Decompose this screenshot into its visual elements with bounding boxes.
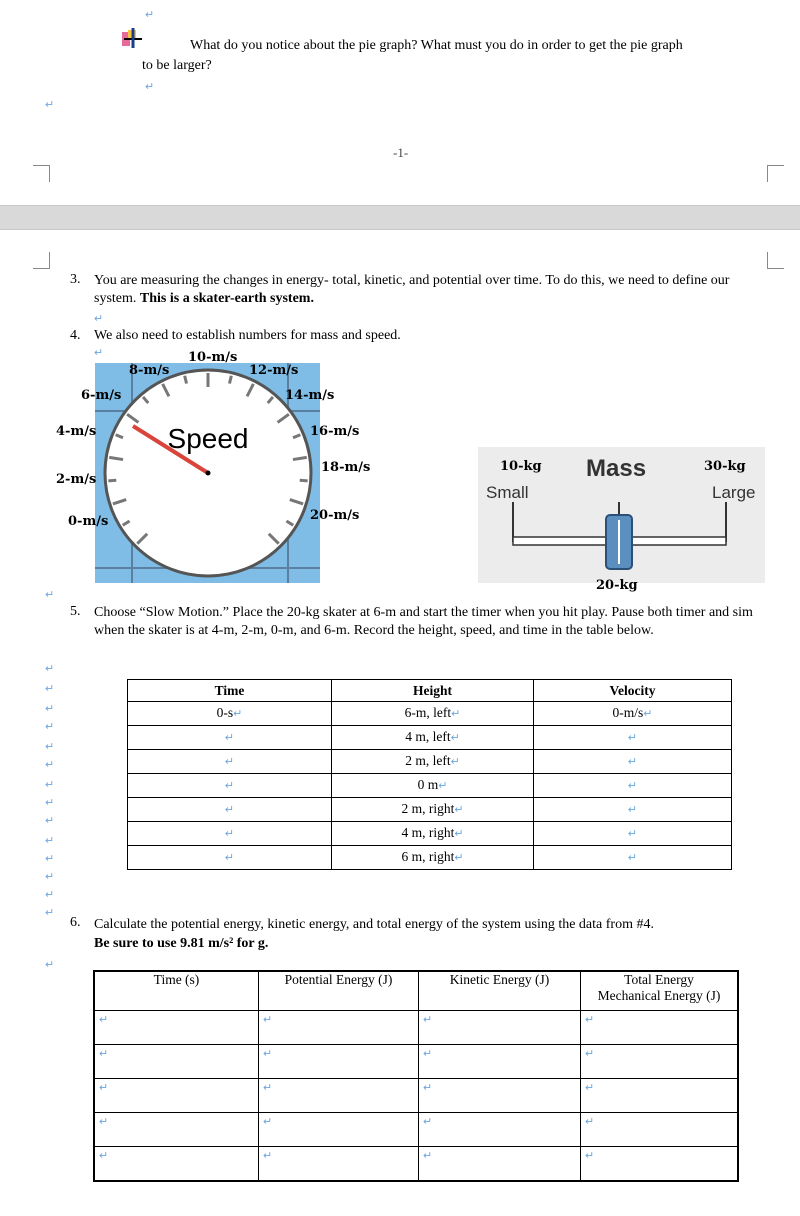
q3-bold: This is a skater-earth system. <box>139 291 314 306</box>
margin-corner <box>767 252 784 269</box>
table-cell[interactable]: ↵ <box>581 1113 739 1147</box>
mass-max-sub: Large <box>712 483 756 502</box>
table-row <box>94 1147 738 1182</box>
paragraph-mark: ↵ <box>45 815 55 827</box>
mass-max-label: 30-kg <box>704 459 746 474</box>
gauge-tick <box>300 480 308 481</box>
q3-body: You are measuring the changes in energy- total, kinetic, and potential over time. To do this, we need to define our system. <box>94 273 730 306</box>
header-height: Height <box>413 683 452 698</box>
table-row <box>128 798 732 822</box>
table-cell[interactable]: ↵ <box>94 1011 259 1045</box>
table-cell[interactable]: ↵ <box>259 1113 419 1147</box>
mass-min-sub: Small <box>486 483 529 502</box>
table-cell[interactable]: ↵ <box>259 1045 419 1079</box>
cell-text: 2 m, right <box>401 801 455 816</box>
table-header-row <box>94 971 738 1011</box>
data-table <box>127 679 732 870</box>
paragraph-mark: ↵ <box>45 797 55 809</box>
table-row <box>94 1113 738 1147</box>
paragraph-mark: ↵ <box>45 907 55 919</box>
cell-text: 0-m/s <box>612 705 644 720</box>
table-cell[interactable]: ↵ <box>534 750 732 774</box>
speed-label: 8-m/s <box>129 363 170 378</box>
paragraph-mark: ↵ <box>45 853 55 865</box>
mass-value-label: 20-kg <box>596 578 638 593</box>
margin-corner <box>33 165 50 182</box>
paragraph-mark: ↵ <box>45 835 55 847</box>
table-cell[interactable]: ↵ <box>94 1045 259 1079</box>
table-cell[interactable]: ↵ <box>419 1147 581 1182</box>
table-row <box>94 1045 738 1079</box>
paragraph-mark: ↵ <box>45 663 55 675</box>
table-cell[interactable]: ↵ <box>259 1011 419 1045</box>
paragraph-mark: ↵ <box>45 889 55 901</box>
paragraph-mark: ↵ <box>45 683 55 695</box>
table-cell[interactable]: ↵ <box>128 822 332 846</box>
header-total: Total Energy <box>624 972 694 987</box>
paragraph-mark: ↵ <box>45 779 55 791</box>
paragraph-mark: ↵ <box>45 703 55 715</box>
page-break <box>0 205 800 230</box>
table-row <box>128 846 732 870</box>
table-cell[interactable]: 2 m, right↵ <box>332 798 534 822</box>
paragraph-mark: ↵ <box>45 99 55 111</box>
gauge-tick <box>185 376 187 384</box>
paragraph-mark: ↵ <box>45 759 55 771</box>
header-time: Time <box>214 683 245 698</box>
q3-text <box>94 272 764 308</box>
cell-text: 0-s <box>216 705 234 720</box>
paragraph-mark: ↵ <box>45 959 55 971</box>
table-cell[interactable]: 4 m, left↵ <box>332 726 534 750</box>
paragraph-mark: ↵ <box>94 347 104 359</box>
header-ke: Kinetic Energy (J) <box>449 972 550 987</box>
mass-slider-image <box>478 447 765 583</box>
table-cell[interactable]: ↵ <box>581 1079 739 1113</box>
table-cell[interactable]: ↵ <box>94 1147 259 1182</box>
gauge-tick <box>108 480 116 481</box>
header-velocity: Velocity <box>609 683 656 698</box>
table-cell[interactable]: ↵ <box>534 774 732 798</box>
speed-label: 0-m/s <box>68 514 109 529</box>
table-cell[interactable]: 0 m↵ <box>332 774 534 798</box>
speed-label: 12-m/s <box>249 363 299 378</box>
cell-text: 6 m, right <box>401 849 455 864</box>
q5-number: 5. <box>70 604 81 619</box>
table-cell[interactable]: 6 m, right↵ <box>332 846 534 870</box>
speed-label: 14-m/s <box>285 388 335 403</box>
mass-title: Mass <box>586 455 647 482</box>
paragraph-mark: ↵ <box>45 871 55 883</box>
margin-corner <box>767 165 784 182</box>
table-row <box>128 702 732 726</box>
page-number: -1- <box>393 145 409 160</box>
speed-label: 16-m/s <box>310 424 360 439</box>
table-cell[interactable]: 4 m, right↵ <box>332 822 534 846</box>
speed-label: 4-m/s <box>56 424 97 439</box>
q6-text <box>94 915 764 953</box>
speed-label: 6-m/s <box>81 388 122 403</box>
table-cell[interactable]: ↵ <box>534 726 732 750</box>
cell-text: 2 m, left <box>405 753 451 768</box>
table-cell[interactable]: ↵ <box>94 1079 259 1113</box>
table-row <box>94 1011 738 1045</box>
table-row <box>128 750 732 774</box>
cell-text: 0 m <box>417 777 439 792</box>
paragraph-mark: ↵ <box>45 741 55 753</box>
paragraph-mark: ↵ <box>45 589 55 601</box>
q3-number: 3. <box>70 272 81 287</box>
speed-label: 20-m/s <box>310 508 360 523</box>
table-row <box>94 1079 738 1113</box>
speed-label: 10-m/s <box>188 350 238 365</box>
table-row <box>128 822 732 846</box>
paragraph-mark: ↵ <box>94 313 104 325</box>
table-cell[interactable]: 0-s↵ <box>128 702 332 726</box>
table-cell[interactable]: ↵ <box>581 1045 739 1079</box>
paragraph-mark: ↵ <box>145 9 155 21</box>
table-cell[interactable]: ↵ <box>128 726 332 750</box>
table-cell[interactable]: ↵ <box>534 822 732 846</box>
q4-text: We also need to establish numbers for mass and speed. <box>94 328 401 343</box>
energy-table <box>93 970 739 1182</box>
table-cell[interactable]: ↵ <box>259 1147 419 1182</box>
table-cell[interactable]: ↵ <box>94 1113 259 1147</box>
bullet-icon <box>120 26 144 50</box>
table-cell[interactable]: ↵ <box>419 1011 581 1045</box>
margin-corner <box>33 252 50 269</box>
table-cell[interactable]: ↵ <box>419 1113 581 1147</box>
table-cell[interactable]: 6-m, left↵ <box>332 702 534 726</box>
paragraph-mark: ↵ <box>145 81 155 93</box>
table-cell[interactable]: ↵ <box>534 798 732 822</box>
cell-text: 4 m, right <box>401 825 455 840</box>
cell-text: 4 m, left <box>405 729 451 744</box>
q6-bold: Be sure to use 9.81 m/s² for g. <box>94 936 269 951</box>
speed-label: 18-m/s <box>321 460 371 475</box>
table-cell[interactable]: ↵ <box>128 774 332 798</box>
gauge-tick <box>229 376 231 384</box>
table-cell[interactable]: ↵ <box>259 1079 419 1113</box>
speed-title: Speed <box>167 423 249 454</box>
cell-text: 6-m, left <box>404 705 452 720</box>
table-cell[interactable]: 2 m, left↵ <box>332 750 534 774</box>
table-row <box>128 726 732 750</box>
speed-label: 2-m/s <box>56 472 97 487</box>
table-cell[interactable]: ↵ <box>581 1011 739 1045</box>
q5-text: Choose “Slow Motion.” Place the 20-kg skater at 6-m and start the timer when you hit play. Pause both timer and sim when the skater is at 4-m, 2-m, 0-m, and 6-m. Record the height, speed, and time in the table below. <box>94 605 753 638</box>
table-cell[interactable]: 0-m/s↵ <box>534 702 732 726</box>
table-cell[interactable]: ↵ <box>581 1147 739 1182</box>
question-text-cont: to be larger? <box>142 58 212 73</box>
table-cell[interactable]: ↵ <box>419 1079 581 1113</box>
mass-min-label: 10-kg <box>500 459 542 474</box>
paragraph-mark: ↵ <box>45 721 55 733</box>
question-text: What do you notice about the pie graph? What must you do in order to get the pie graph <box>190 38 683 53</box>
table-cell[interactable]: ↵ <box>128 750 332 774</box>
header-time: Time (s) <box>153 972 200 987</box>
table-cell[interactable]: ↵ <box>534 846 732 870</box>
table-cell[interactable]: ↵ <box>419 1045 581 1079</box>
table-header-row <box>128 680 732 702</box>
q4-number: 4. <box>70 328 81 343</box>
header-pe: Potential Energy (J) <box>284 972 393 987</box>
q6-number: 6. <box>70 915 81 930</box>
table-row <box>128 774 732 798</box>
table-cell[interactable]: ↵ <box>128 846 332 870</box>
header-total-sub: Mechanical Energy (J) <box>597 988 721 1003</box>
q6-body: Calculate the potential energy, kinetic energy, and total energy of the system using the data from #4. <box>94 917 654 932</box>
table-cell[interactable]: ↵ <box>128 798 332 822</box>
